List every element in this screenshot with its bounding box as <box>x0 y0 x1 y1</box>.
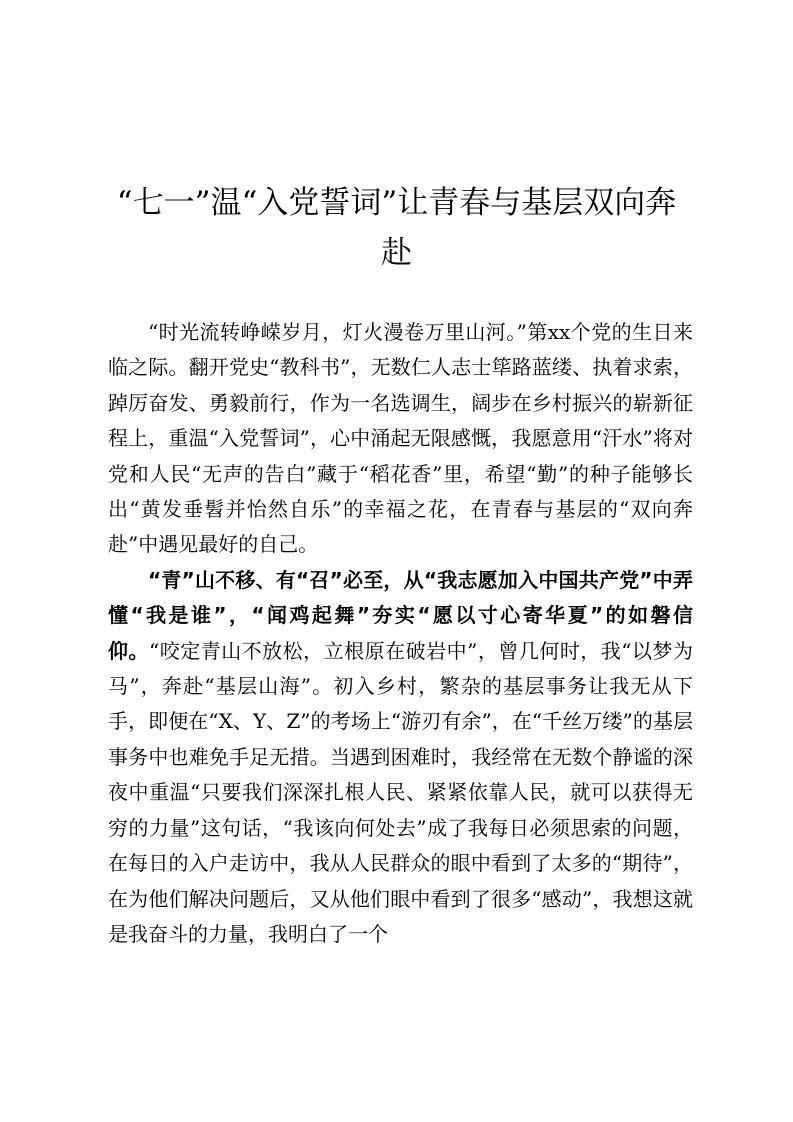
section-1-body-text: “咬定青山不放松，立根原在破岩中”，曾几何时，我“以梦为马”，奔赴“基层山海”。初入乡村，繁杂的基层事务让我无从下手，即便在“X、Y、Z”的考场上“游刃有余”，在“千丝万缕”的基层事务中也难免手足无措。当遇到困难时，我经常在无数个静谧的深夜中重温“只要我们深深扎根人民、紧紧依靠人民，就可以获得无穷的力量”这句话，“我该向何处去”成了我每日必须思索的问题，在每日的入户走访中，我从人民群众的眼中看到了太多的“期待”，在为他们解决问题后，又从他们眼中看到了很多“感动”，我想这就是我奋斗的力量，我明白了一个 <box>108 638 693 946</box>
paragraph-section-1 <box>108 563 693 952</box>
document-title: “七一”温“入党誓词”让青春与基层双向奔赴 <box>116 185 677 271</box>
paragraph-intro <box>108 315 693 563</box>
paragraph-intro-text: “时光流转峥嵘岁月，灯火漫卷万里山河。”第xx个党的生日来临之际。翻开党史“教科书”，无数仁人志士筚路蓝缕、执着求索，踔厉奋发、勇毅前行，作为一名选调生，阔步在乡村振兴的崭新征程上，重温“入党誓词”，心中涌起无限感慨，我愿意用“汗水”将对党和人民“无声的告白”藏于“稻花香”里，希望“勤”的种子能够长出“黄发垂髫并怡然自乐”的幸福之花，在青春与基层的“双向奔赴”中遇见最好的自己。 <box>108 320 693 557</box>
section-1-bold-lead: “青”山不移、有“召”必至，从“我志愿加入中国共产党”中弄懂“我是谁”，“闻鸡起舞”夯实“愿以寸心寄华夏”的如磐信仰。 <box>108 567 693 663</box>
document-body <box>108 315 693 952</box>
